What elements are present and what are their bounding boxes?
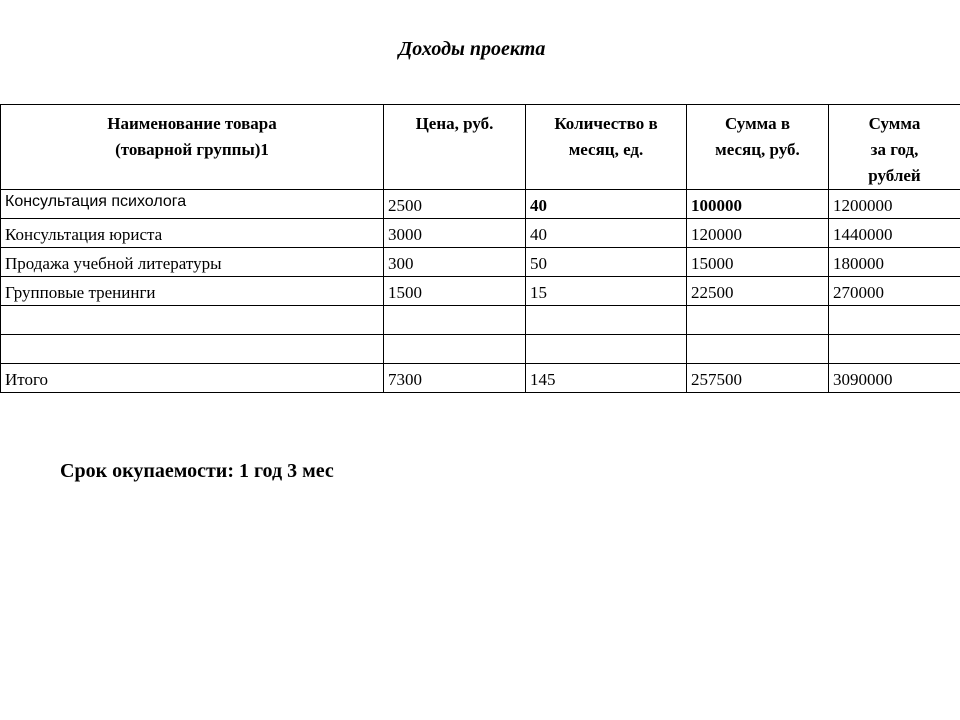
cell-price — [384, 335, 526, 364]
cell-total-monthly-sum: 257500 — [687, 364, 829, 393]
cell-quantity — [526, 335, 687, 364]
cell-quantity: 40 — [526, 190, 687, 219]
cell-price — [384, 306, 526, 335]
cell-yearly-sum: 1200000 — [829, 190, 960, 219]
cell-price: 300 — [384, 248, 526, 277]
header-yearly-sum-line-2: за год, — [870, 140, 919, 159]
table-header-row — [1, 105, 960, 190]
header-monthly-sum — [687, 105, 829, 190]
cell-monthly-sum: 100000 — [687, 190, 829, 219]
table-row-empty — [1, 335, 960, 364]
header-product-name-line-2: (товарной группы)1 — [115, 140, 269, 159]
page-title: Доходы проекта — [398, 38, 546, 60]
payback-period-text: Срок окупаемости: 1 год 3 мес — [60, 460, 334, 482]
cell-product: Консультация юриста — [1, 219, 384, 248]
header-price — [384, 105, 526, 190]
header-yearly-sum-line-1: Сумма — [868, 114, 921, 133]
cell-monthly-sum: 22500 — [687, 277, 829, 306]
cell-yearly-sum: 180000 — [829, 248, 960, 277]
table-row — [1, 190, 960, 219]
header-product-name — [1, 105, 384, 190]
cell-price: 2500 — [384, 190, 526, 219]
header-monthly-sum-line-2: месяц, руб. — [715, 140, 800, 159]
table-row-empty — [1, 306, 960, 335]
table-row — [1, 219, 960, 248]
header-price-line-1: Цена, руб. — [415, 114, 494, 133]
cell-product: Продажа учебной литературы — [1, 248, 384, 277]
cell-price: 1500 — [384, 277, 526, 306]
header-monthly-sum-line-1: Сумма в — [724, 114, 791, 133]
cell-product: Групповые тренинги — [1, 277, 384, 306]
cell-yearly-sum — [829, 335, 960, 364]
cell-total-price: 7300 — [384, 364, 526, 393]
cell-product — [1, 335, 384, 364]
header-yearly-sum — [829, 105, 960, 190]
cell-quantity — [526, 306, 687, 335]
income-table — [0, 104, 960, 393]
table-row-total — [1, 364, 960, 393]
cell-monthly-sum: 120000 — [687, 219, 829, 248]
cell-product — [1, 306, 384, 335]
header-quantity-line-1: Количество в — [554, 114, 658, 133]
cell-monthly-sum — [687, 335, 829, 364]
cell-total-yearly-sum: 3090000 — [829, 364, 960, 393]
cell-yearly-sum — [829, 306, 960, 335]
cell-yearly-sum: 1440000 — [829, 219, 960, 248]
table-row — [1, 277, 960, 306]
cell-monthly-sum: 15000 — [687, 248, 829, 277]
cell-quantity: 40 — [526, 219, 687, 248]
cell-yearly-sum: 270000 — [829, 277, 960, 306]
header-quantity — [526, 105, 687, 190]
header-product-name-line-1: Наименование товара — [107, 114, 277, 133]
cell-quantity: 15 — [526, 277, 687, 306]
header-yearly-sum-line-3: рублей — [868, 166, 921, 185]
table-row — [1, 248, 960, 277]
cell-quantity: 50 — [526, 248, 687, 277]
cell-total-quantity: 145 — [526, 364, 687, 393]
cell-total-label: Итого — [1, 364, 384, 393]
header-quantity-line-2: месяц, ед. — [568, 140, 644, 159]
cell-product: Консультация психолога — [1, 190, 384, 219]
cell-monthly-sum — [687, 306, 829, 335]
cell-price: 3000 — [384, 219, 526, 248]
